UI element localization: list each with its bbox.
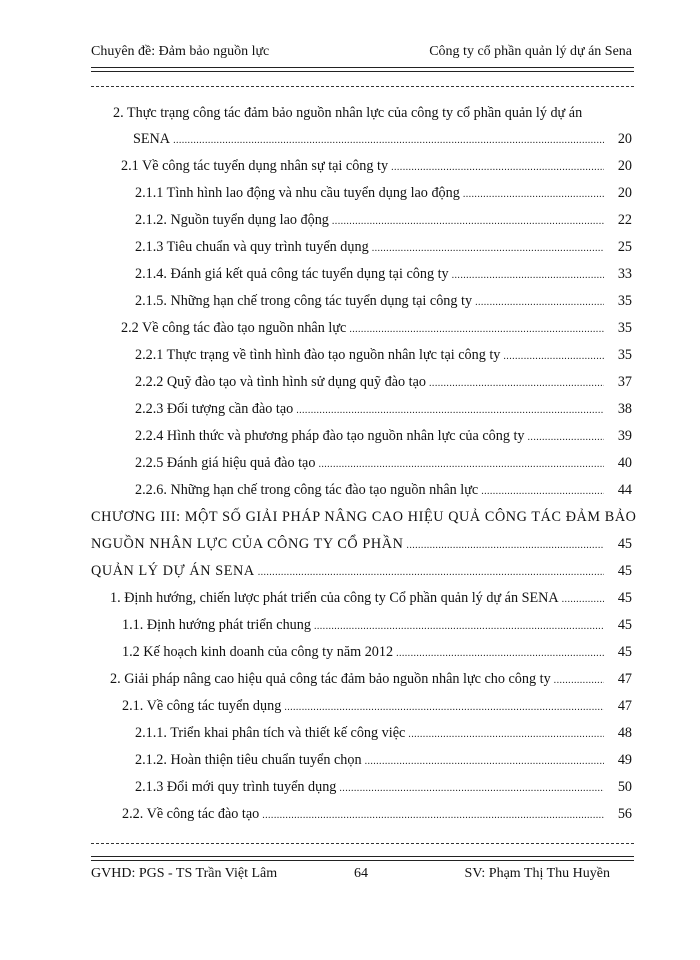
toc-entry-title: CHƯƠNG III: MỘT SỐ GIẢI PHÁP NÂNG CAO HIỆU QUẢ CÔNG TÁC ĐẢM BẢO — [91, 509, 637, 525]
dot-leader — [284, 701, 604, 715]
toc-entry-title: 2. Giải pháp nâng cao hiệu quả công tác đảm bảo nguồn nhân lực cho công ty — [110, 671, 551, 687]
toc-entry[interactable] — [135, 747, 632, 769]
toc-entry-title: 2.2.5 Đánh giá hiệu quả đào tạo — [135, 455, 316, 471]
header-dashed-rule — [91, 86, 634, 87]
toc-entry[interactable] — [135, 720, 632, 742]
toc-entry[interactable] — [135, 450, 632, 472]
dot-leader — [372, 242, 604, 256]
toc-entry[interactable] — [91, 558, 632, 580]
toc-entry-page: 45 — [617, 644, 632, 660]
dot-leader — [429, 377, 604, 391]
toc-entry-page: 49 — [617, 752, 632, 768]
toc-entry-page: 45 — [617, 617, 632, 633]
toc-entry-page: 45 — [617, 536, 632, 552]
toc-entry-title: 2.1.3 Tiêu chuẩn và quy trình tuyển dụng — [135, 239, 369, 255]
dot-leader — [339, 782, 604, 796]
toc-entry[interactable] — [110, 585, 632, 607]
toc-entry-page: 38 — [617, 401, 632, 417]
dot-leader — [365, 755, 604, 769]
toc-entry-title: 2.2.6. Những hạn chế trong công tác đào tạo nguồn nhân lực — [135, 482, 479, 498]
dot-leader — [562, 593, 604, 607]
toc-entry[interactable] — [135, 477, 632, 499]
toc-entry-title: 2.2.2 Quỹ đào tạo và tình hình sử dụng quỹ đào tạo — [135, 374, 427, 390]
footer-dashed-rule — [91, 843, 634, 844]
dot-leader — [391, 161, 604, 175]
toc-entry[interactable] — [135, 342, 632, 364]
dot-leader — [406, 539, 604, 553]
toc-entry[interactable] — [121, 315, 632, 337]
toc-entry-page: 20 — [617, 185, 632, 201]
toc-entry-page: 35 — [617, 320, 632, 336]
toc-entry-page: 56 — [617, 806, 632, 822]
dot-leader — [475, 296, 604, 310]
toc-entry[interactable] — [135, 396, 632, 418]
dot-leader — [349, 323, 604, 337]
toc-entry-title: 2.2.4 Hình thức và phương pháp đào tạo nguồn nhân lực của công ty — [135, 428, 525, 444]
toc-entry[interactable] — [135, 423, 632, 445]
dot-leader — [408, 728, 604, 742]
toc-entry-page: 33 — [617, 266, 632, 282]
dot-leader — [314, 620, 604, 634]
header-company: Công ty cổ phần quản lý dự án Sena — [429, 44, 632, 59]
toc-entry-title: 2.1. Về công tác tuyển dụng — [122, 698, 282, 714]
toc-entry[interactable] — [121, 153, 632, 175]
toc-entry-title: 2.2.3 Đối tượng cần đào tạo — [135, 401, 294, 417]
toc-entry-title: 2.1.5. Những hạn chế trong công tác tuyển dụng tại công ty — [135, 293, 473, 309]
toc-entry-title: 1. Định hướng, chiến lược phát triển của công ty Cổ phần quản lý dự án SENA — [110, 590, 559, 606]
page-header — [91, 44, 632, 66]
toc-entry[interactable] — [113, 100, 632, 122]
toc-entry[interactable] — [135, 774, 632, 796]
toc-entry[interactable] — [135, 234, 632, 256]
dot-leader — [296, 404, 604, 418]
toc-entry-page: 25 — [617, 239, 632, 255]
dot-leader — [554, 674, 604, 688]
toc-entry-page: 37 — [617, 374, 632, 390]
toc-entry[interactable] — [135, 207, 632, 229]
toc-entry-page: 45 — [617, 590, 632, 606]
toc-entry-title: 2.1.4. Đánh giá kết quả công tác tuyển dụng tại công ty — [135, 266, 449, 282]
toc-entry-title: 2. Thực trạng công tác đảm bảo nguồn nhân lực của công ty cổ phần quản lý dự án — [113, 105, 583, 121]
toc-entry-page: 50 — [617, 779, 632, 795]
toc-chapter-heading[interactable] — [91, 504, 637, 526]
toc-entry-page: 35 — [617, 347, 632, 363]
toc-entry[interactable] — [91, 531, 632, 553]
dot-leader — [452, 269, 604, 283]
toc-entry-page: 20 — [617, 131, 632, 147]
toc-entry[interactable] — [122, 612, 632, 634]
toc-entry[interactable] — [122, 801, 632, 823]
toc-entry-title: 2.1.2. Nguồn tuyển dụng lao động — [135, 212, 329, 228]
toc-entry[interactable] — [135, 288, 632, 310]
footer-student: SV: Phạm Thị Thu Huyền — [464, 866, 610, 881]
toc-entry-page: 48 — [617, 725, 632, 741]
dot-leader — [258, 566, 604, 580]
dot-leader — [318, 458, 604, 472]
dot-leader — [173, 134, 604, 148]
toc-entry-title: 2.1.1. Triển khai phân tích và thiết kế công việc — [135, 725, 406, 741]
toc-entry[interactable] — [110, 666, 632, 688]
header-rule — [91, 67, 634, 72]
toc-entry[interactable] — [135, 261, 632, 283]
toc-entry-title: 1.2 Kế hoạch kinh doanh của công ty năm 2012 — [122, 644, 394, 660]
page-footer — [91, 866, 632, 886]
toc-entry-title: 2.1 Về công tác tuyển dụng nhân sự tại công ty — [121, 158, 389, 174]
toc-entry[interactable] — [122, 693, 632, 715]
toc-entry-page: 47 — [617, 671, 632, 687]
toc-entry[interactable] — [135, 180, 632, 202]
toc-entry[interactable] — [122, 639, 632, 661]
toc-entry-page: 40 — [617, 455, 632, 471]
toc-entry-page: 44 — [617, 482, 632, 498]
dot-leader — [503, 350, 604, 364]
toc-entry-page: 45 — [617, 563, 632, 579]
toc-entry-title: 2.1.1 Tình hình lao động và nhu cầu tuyển dụng lao động — [135, 185, 460, 201]
footer-page-number: 64 — [354, 866, 368, 881]
toc-entry-page: 47 — [617, 698, 632, 714]
toc-entry-page: 39 — [617, 428, 632, 444]
toc-entry-title: QUẢN LÝ DỰ ÁN SENA — [91, 563, 255, 579]
toc-entry-title: 2.2. Về công tác đào tạo — [122, 806, 260, 822]
dot-leader — [332, 215, 604, 229]
toc-entry-page: 35 — [617, 293, 632, 309]
dot-leader — [463, 188, 604, 202]
toc-entry-page: 22 — [617, 212, 632, 228]
toc-entry-title: 1.1. Định hướng phát triển chung — [122, 617, 311, 633]
toc-entry-title: NGUỒN NHÂN LỰC CỦA CÔNG TY CỔ PHẦN — [91, 536, 404, 552]
toc-entry-title: 2.2 Về công tác đào tạo nguồn nhân lực — [121, 320, 347, 336]
toc-entry[interactable] — [133, 126, 632, 148]
toc-entry-title: 2.1.2. Hoàn thiện tiêu chuẩn tuyển chọn — [135, 752, 362, 768]
dot-leader — [481, 485, 604, 499]
toc-entry-title: 2.1.3 Đổi mới quy trình tuyển dụng — [135, 779, 337, 795]
footer-supervisor: GVHD: PGS - TS Trần Việt Lâm — [91, 866, 278, 881]
toc-entry[interactable] — [135, 369, 632, 391]
header-topic: Chuyên đề: Đảm bảo nguồn lực — [91, 44, 270, 59]
footer-rule — [91, 856, 634, 861]
dot-leader — [262, 809, 604, 823]
toc-entry-title: 2.2.1 Thực trạng về tình hình đào tạo nguồn nhân lực tại công ty — [135, 347, 501, 363]
dot-leader — [396, 647, 604, 661]
toc-entry-page: 20 — [617, 158, 632, 174]
toc-entry-title: SENA — [133, 131, 171, 147]
dot-leader — [528, 431, 604, 445]
